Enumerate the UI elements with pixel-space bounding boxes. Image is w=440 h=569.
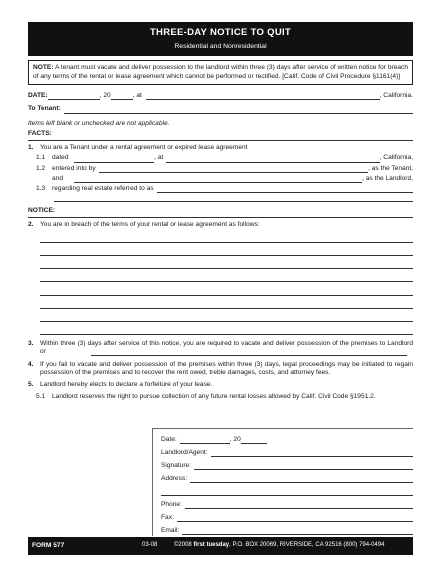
form-title: THREE-DAY NOTICE TO QUIT (149, 27, 292, 38)
breach-line[interactable] (40, 322, 413, 335)
signature-row (161, 457, 413, 470)
sig-date-row (161, 431, 413, 444)
fact-1-1-at: , at (154, 154, 164, 162)
real-estate-field[interactable] (157, 186, 413, 193)
phone-field[interactable] (185, 502, 413, 509)
notice-5-1-num: 5.1 (36, 393, 46, 401)
date-year-prefix: , 20 (99, 92, 111, 100)
phone-label: Phone: (161, 500, 182, 508)
fact-1-2-and: and (52, 174, 64, 182)
breach-lines (40, 230, 413, 336)
fact-1-2-entered: entered into by (52, 164, 96, 172)
address-row (161, 470, 413, 483)
note-label: NOTE: (33, 64, 54, 71)
tenant-name-field[interactable] (99, 166, 368, 173)
breach-line[interactable] (40, 309, 413, 322)
notice-5-text: Landlord hereby elects to declare a forfeiture of your lease. (40, 381, 213, 389)
date-year-field[interactable] (111, 93, 133, 100)
publisher-name: first tuesday (193, 542, 230, 549)
tenant-label: To Tenant: (28, 105, 61, 113)
note-box (28, 60, 413, 85)
email-label: Email: (161, 526, 180, 534)
note-text: A tenant must vacate and deliver possession to the landlord within three (3) days after service of written notice for breach of any terms of the rental or lease agreement which cannot be performed or rectified. [Calif. Code of Civil Procedure §1161(4)] (33, 64, 408, 80)
breach-line[interactable] (40, 243, 413, 256)
fact-1-1-state: , California, (379, 154, 413, 162)
date-at: , at (132, 92, 142, 100)
form-date: 03-08 (142, 542, 158, 549)
notice-form (28, 22, 413, 402)
tenant-field[interactable] (64, 107, 413, 114)
notice-3-num: 3. (28, 340, 34, 348)
notice-5-1 (28, 393, 413, 401)
date-state: , California. (379, 92, 413, 100)
fact-1-3 (28, 185, 413, 193)
breach-line[interactable] (40, 296, 413, 309)
fact-1-1 (28, 154, 413, 162)
address-row-2 (161, 483, 413, 496)
fact-1-3-num: 1.3 (36, 185, 46, 192)
signature-field[interactable] (194, 463, 413, 470)
sig-date-label: Date: (161, 435, 177, 443)
fact-1-2 (28, 165, 413, 173)
landlord-agent-label: Landlord/Agent: (161, 448, 208, 456)
notice-5 (28, 381, 413, 389)
fact-1 (28, 144, 413, 152)
address-field-2[interactable] (161, 489, 413, 496)
breach-line[interactable] (40, 230, 413, 243)
address-field[interactable] (190, 476, 413, 483)
breach-line[interactable] (40, 256, 413, 269)
fact-1-1-num: 1.1 (36, 154, 46, 162)
copyright-text: ©2008 (174, 542, 194, 549)
publisher-address: , P.O. BOX 20069, RIVERSIDE, CA 92516 (800) 794-0494 (229, 542, 385, 549)
breach-line[interactable] (40, 282, 413, 295)
facts-divider (28, 140, 413, 141)
signature-label: Signature: (161, 461, 192, 469)
footer-copyright (174, 542, 384, 550)
landlord-name-field[interactable] (74, 176, 362, 183)
fact-1-2-num: 1.2 (36, 164, 46, 172)
notice-2 (28, 221, 413, 229)
fact-1-2-as-tenant: , as the Tenant, (368, 164, 413, 172)
email-row (161, 522, 413, 535)
date-label: DATE: (28, 92, 48, 100)
email-field[interactable] (182, 528, 413, 535)
real-estate-field-2[interactable] (54, 193, 413, 202)
fact-1-2-landlord (28, 175, 413, 183)
date-field[interactable] (48, 93, 100, 100)
alternate-recipient-field[interactable] (91, 349, 407, 356)
notice-label: NOTICE: (28, 207, 56, 215)
form-header (28, 22, 413, 56)
date-city-field[interactable] (146, 93, 380, 100)
phone-row (161, 496, 413, 509)
notice-4-text: If you fail to vacate and deliver possession of the premises within three (3) days, legal proceedings may be initiated to regain possession of the premises and to recover the rent owed, treble damages, costs, and attorney fees. (40, 360, 413, 376)
sig-date-year: , 20 (229, 435, 241, 443)
sig-year-field[interactable] (241, 437, 267, 444)
form-subtitle: Residential and Nonresidential (174, 42, 267, 50)
notice-2-text: You are in breach of the terms of your rental or lease agreement as follows: (40, 221, 260, 229)
fact-1-2-as-landlord: , as the Landlord, (362, 174, 413, 182)
notice-4-num: 4. (28, 360, 34, 368)
landlord-agent-row (161, 444, 413, 457)
tenant-row (28, 105, 413, 113)
signature-block (152, 428, 413, 536)
notice-4 (28, 361, 413, 377)
fax-field[interactable] (177, 515, 413, 522)
form-footer (28, 537, 413, 555)
landlord-agent-field[interactable] (211, 450, 413, 457)
sig-date-field[interactable] (180, 437, 230, 444)
fact-1-3-text: regarding real estate referred to as (52, 185, 154, 192)
facts-label: FACTS: (28, 129, 52, 137)
notice-2-num: 2. (28, 221, 34, 229)
date-row (28, 92, 413, 100)
notice-5-1-text: Landlord reserves the right to pursue collection of any future rental losses allowed by Calif. Civil Code §1951.2. (52, 393, 376, 401)
breach-line[interactable] (40, 269, 413, 282)
fact-1-text: You are a Tenant under a rental agreement or expired lease agreement (40, 144, 248, 152)
fact-1-1-date-field[interactable] (74, 156, 154, 163)
notice-3 (28, 340, 413, 356)
items-blank-note: Items left blank or unchecked are not applicable. (28, 119, 170, 127)
form-number: FORM 577 (32, 541, 65, 549)
fact-1-num: 1. (28, 144, 34, 152)
fact-1-1-dated: dated (52, 154, 69, 162)
notice-divider (28, 217, 413, 218)
fax-label: Fax: (161, 513, 174, 521)
notice-5-num: 5. (28, 381, 34, 389)
fact-1-1-city-field[interactable] (166, 156, 379, 163)
notice-3-text: Within three (3) days after service of this notice, you are required to vacate and deliver possession of the premises to Landlord or (40, 340, 413, 356)
address-label: Address: (161, 474, 188, 482)
fax-row (161, 509, 413, 522)
